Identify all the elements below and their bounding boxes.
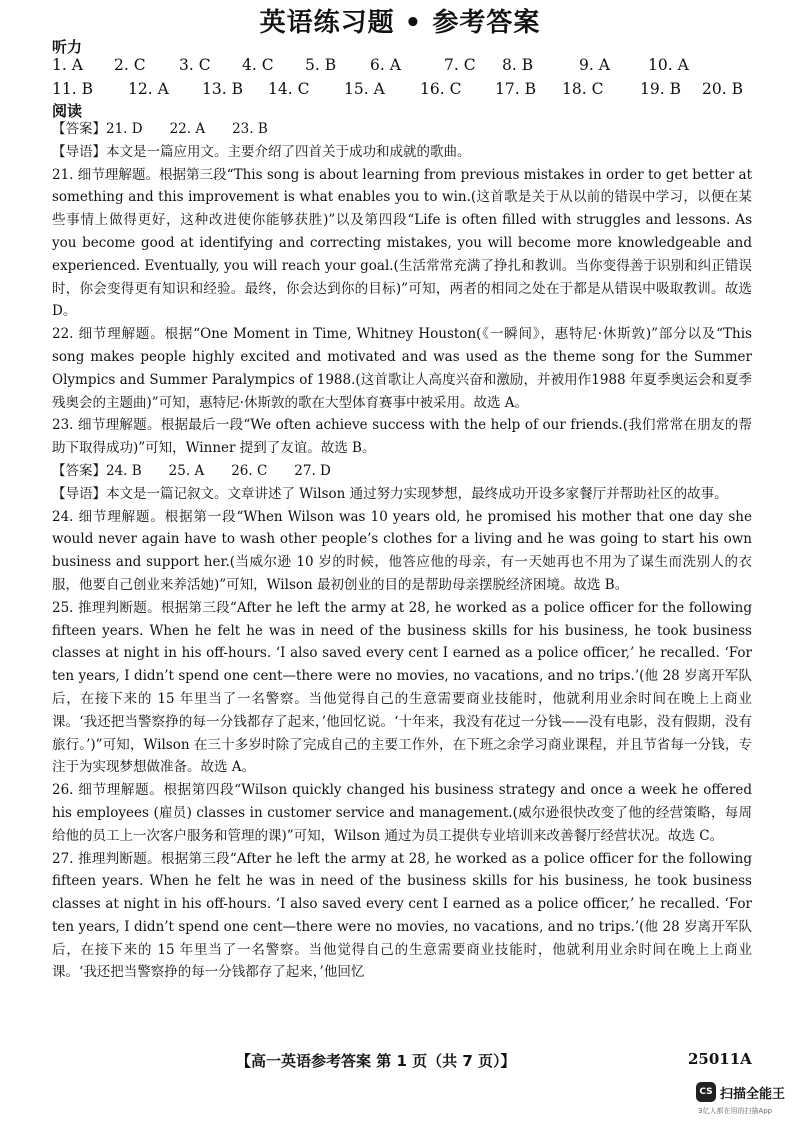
intro-paragraph: 【导语】本文是一篇记叙文。文章讲述了 Wilson 通过努力实现梦想，最终成功开设多家餐厅并帮助社区的故事。 [52, 485, 728, 502]
answer-item: 7. C [444, 56, 476, 74]
explanation-21: 21. 细节理解题。根据第三段“This song is about learning from previous mistakes in order to get better at something and this improvement is what enables you to win.(这首歌是关于从以前的错误中学习，以便在某些事情上做得更好，这种改进使你能够获胜)”以及第四段“Life is often filled with struggles and lessons. As you become good at identifying and correcting mistakes, you will become more knowledgeable and experienced. Eventually, you will reach your goal.(生活常常充满了挣扎和教训。当你变得善于识别和纠正错误时，你会变得更有知识和经验。最终，你会达到你的目标)”可知，两者的相同之处在于都是从错误中吸取教训。故选 D。 [52, 166, 752, 320]
scanner-tagline: 3亿人都在用的扫描App [698, 1107, 773, 1115]
explanation-26: 26. 细节理解题。根据第四段“Wilson quickly changed his business strategy and once a week he offered his employees (雇员) classes in customer service and management.(威尔逊很快改变了他的经营策略，每周给他的员工上一次客户服务和管理的课)”可知，Wilson 通过为员工提供专业培训来改善餐厅经营状况。故选 C。 [52, 782, 752, 844]
answer-line: 【答案】24. B 25. A 26. C 27. D [52, 462, 331, 479]
answer-item: 8. B [502, 56, 534, 74]
answer-item: 3. C [179, 56, 211, 74]
answer-item: 14. C [268, 80, 310, 98]
answer-item: 2. C [114, 56, 146, 74]
answer-item: 12. A [128, 80, 169, 98]
reading-heading: 阅读 [52, 102, 83, 120]
answer-line: 【答案】21. D 22. A 23. B [52, 121, 268, 137]
scanner-brand: 扫描全能王 [720, 1087, 786, 1102]
explanation-24: 24. 细节理解题。根据第一段“When Wilson was 10 years old, he promised his mother that one day she would never again have to wash other people’s clothes for a living and he was going to start his own business and support her.(当威尔逊 10 岁的时候，他答应他的母亲，有一天她再也不用为了谋生而洗别人的衣服，他要自己创业来养活她)”可知，Wilson 最初创业的目的是帮助母亲摆脱经济困境。故选 B。 [52, 508, 752, 593]
answer-item: 18. C [562, 80, 604, 98]
answer-item: 11. B [52, 80, 93, 98]
explanation-25: 25. 推理判断题。根据第三段“After he left the army at 28, he worked as a police officer for the following fifteen years. When he felt he was in need of the business skills for his business, he took business classes at night in his off-hours. ‘I also saved every cent I earned as a police officer,’ he recalled. ‘For ten years, I didn’t spend one cent—there were no movies, no vacations, and no trips.’(他 28 岁离开军队后，在接下来的 15 年里当了一名警察。当他觉得自己的生意需要商业技能时，他就利用业余时间在晚上上商业课。‘我还把当警察挣的每一分钱都存了起来，’他回忆说。‘十年来，我没有花过一分钱——没有电影，没有假期，没有旅行。’)”可知，Wilson 在三十多岁时除了完成自己的主要工作外，在下班之余学习商业课程，并且节省每一分钱，专注于为实现梦想做准备。故选 A。 [52, 599, 752, 776]
reading-explanations [52, 118, 752, 984]
listening-answers-row-2 [52, 80, 762, 104]
listening-answers-row-1 [52, 56, 762, 80]
answer-item: 20. B [702, 80, 743, 98]
explanation-22: 22. 细节理解题。根据“One Moment in Time, Whitney Houston(《一瞬间》，惠特尼·休斯敦)”部分以及“This song makes people highly excited and motivated and was used as the theme song for the Summer Olympics and Summer Paralympics of 1988.(这首歌让人高度兴奋和激励，并被用作1988 年夏季奥运会和夏季残奥会的主题曲)”可知，惠特尼·休斯敦的歌在大型体育赛事中被采用。故选 A。 [52, 326, 752, 411]
page-title: 英语练习题 • 参考答案 [259, 8, 541, 38]
answer-item: 17. B [495, 80, 536, 98]
answer-item: 16. C [420, 80, 462, 98]
document-code: 25011A [688, 1050, 752, 1068]
answer-item: 5. B [305, 56, 337, 74]
answer-item: 10. A [648, 56, 689, 74]
answer-item: 6. A [370, 56, 401, 74]
scanner-watermark [696, 1080, 796, 1130]
answer-item: 4. C [242, 56, 274, 74]
answer-item: 9. A [579, 56, 610, 74]
answer-item: 19. B [640, 80, 681, 98]
explanation-27: 27. 推理判断题。根据第三段“After he left the army at 28, he worked as a police officer for the following fifteen years. When he felt he was in need of the business skills for his business, he took business classes at night in his off-hours. ‘I also saved every cent I earned as a police officer,’ he recalled. ‘For ten years, I didn’t spend one cent—there were no movies, no vacations, and no trips.’(他 28 岁离开军队后，在接下来的 15 年里当了一名警察。当他觉得自己的生意需要商业技能时，他就利用业余时间在晚上上商业课。‘我还把当警察挣的每一分钱都存了起来，’他回忆 [52, 850, 752, 981]
answer-item: 1. A [52, 56, 83, 74]
answer-item: 13. B [202, 80, 243, 98]
scanner-logo-icon: CS [696, 1082, 716, 1102]
intro-paragraph: 【导语】本文是一篇应用文。主要介绍了四首关于成功和成就的歌曲。 [52, 143, 471, 160]
answer-item: 15. A [344, 80, 385, 98]
page-number: 【高一英语参考答案 第 1 页（共 7 页）】 [236, 1052, 516, 1070]
explanation-23: 23. 细节理解题。根据最后一段“We often achieve success with the help of our friends.(我们常常在朋友的帮助下取得成功)”可知，Winner 提到了友谊。故选 B。 [52, 417, 752, 457]
listening-heading: 听力 [52, 38, 83, 56]
